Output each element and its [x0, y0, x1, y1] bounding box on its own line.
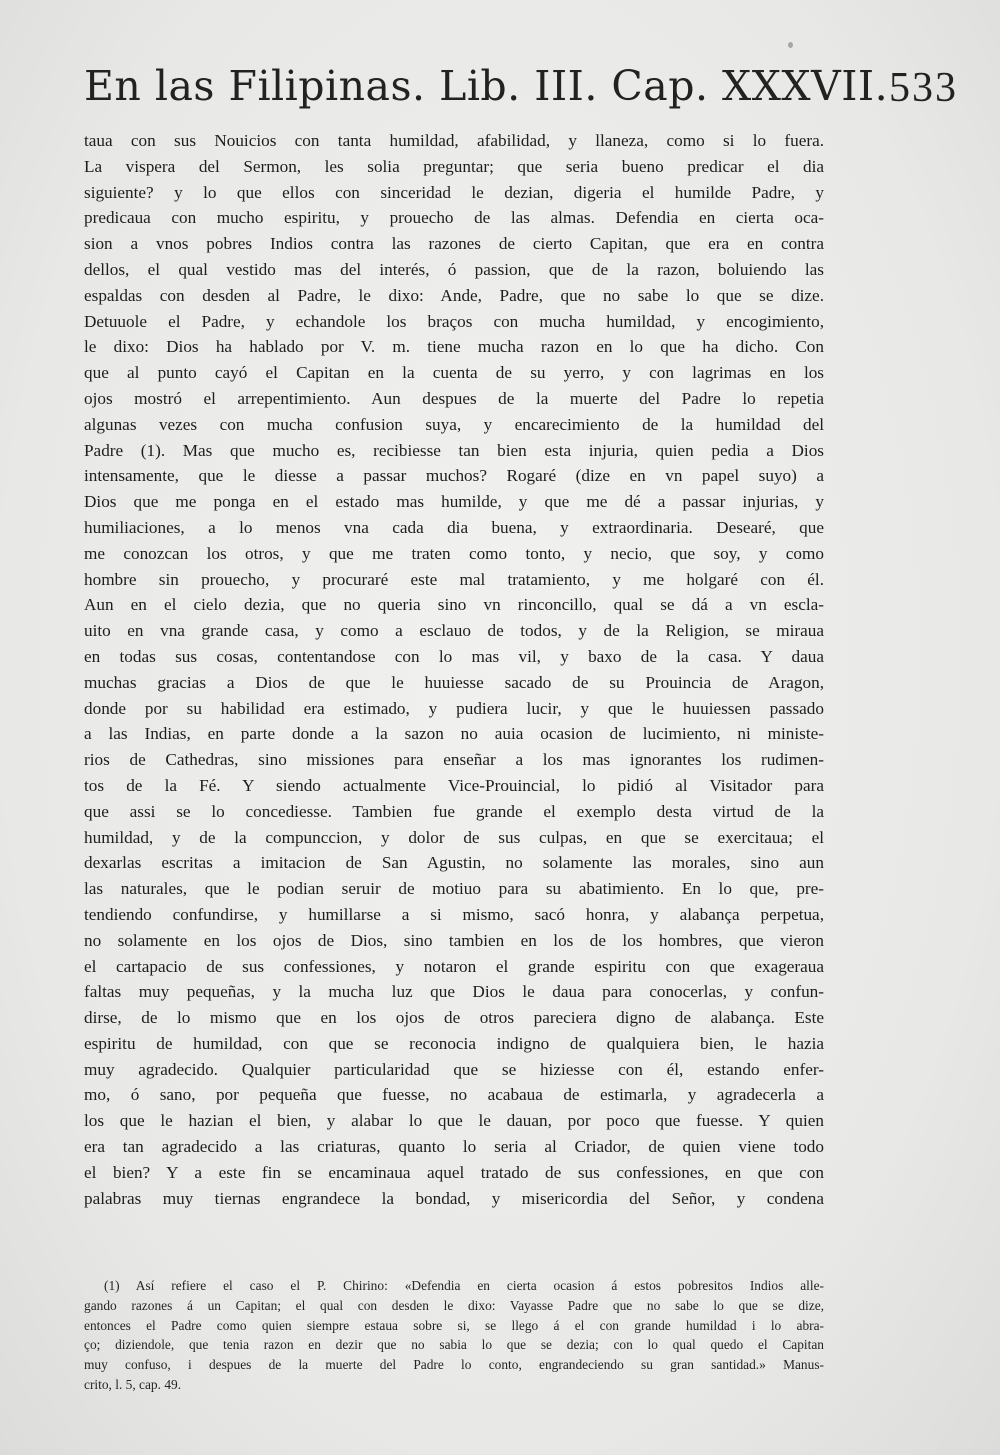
body-line: en todas sus cosas, contentandose con lo mas vil, y baxo de la casa. Y daua — [84, 646, 824, 666]
body-line: algunas vezes con mucha confusion suya, y encarecimiento de la humildad del — [84, 414, 824, 434]
body-line: espiritu de humildad, con que se reconocia indigno de qualquiera bien, le hazia — [84, 1033, 824, 1053]
body-line: dirse, de lo mismo que en los ojos de otros pareciera digno de alabança. Este — [84, 1008, 824, 1028]
body-line: Aun en el cielo dezia, que no queria sino vn rinconcillo, qual se dá a vn escla- — [84, 595, 824, 615]
body-line: Detuuole el Padre, y echandole los braços con mucha humildad, y encogimiento, — [84, 311, 824, 331]
body-line: me conozcan los otros, y que me traten como tonto, y necio, que soy, y como — [84, 543, 824, 563]
ink-speck — [788, 42, 793, 48]
body-line: tendiendo confundirse, y humillarse a si mismo, sacó honra, y alabança perpetua, — [84, 904, 824, 924]
body-line: predicaua con mucho espiritu, y prouecho de las almas. Defendia en cierta oca- — [84, 208, 824, 228]
body-line: ojos mostró el arrepentimiento. Aun despues de la muerte del Padre lo repetia — [84, 388, 824, 408]
body-line: taua con sus Nouicios con tanta humildad, afabilidad, y llaneza, como si lo fuera. — [84, 131, 824, 150]
body-line: faltas muy pequeñas, y la mucha luz que Dios le daua para conocerlas, y confun- — [84, 982, 824, 1002]
body-line: uito en vna grande casa, y como a esclauo de todos, y de la Religion, se miraua — [84, 621, 824, 641]
body-line: a las Indias, en parte donde a la sazon no auia ocasion de lucimiento, ni ministe- — [84, 724, 824, 744]
body-line: muy agradecido. Qualquier particularidad que se hiziesse con él, estando enfer- — [84, 1059, 824, 1079]
running-head: En las Filipinas. Lib. III. Cap. XXXVII. — [84, 62, 889, 110]
body-line: intensamente, que le diesse a passar muchos? Rogaré (dize en vn papel suyo) a — [84, 466, 824, 486]
footnotes — [84, 1276, 824, 1395]
body-line: humildad, y de la compunccion, y dolor de sus culpas, en que se exercitaua; el — [84, 827, 824, 847]
body-line: dexarlas escritas a imitacion de San Agustin, no solamente las morales, sino aun — [84, 853, 824, 873]
body-line: las naturales, que le podian seruir de motiuo para su abatimiento. En lo que, pre- — [84, 879, 824, 899]
body-text — [84, 128, 824, 1211]
body-line: mo, ó sano, por pequeña que fuesse, no acabaua de estimarla, y agradecerla a — [84, 1085, 824, 1105]
body-line: el bien? Y a este fin se encaminaua aquel tratado de sus confessiones, en que con — [84, 1162, 824, 1182]
footnote-line: entonces el Padre como quien siempre estaua sobre si, se llego á el con grande humildad i lo abra- — [84, 1317, 824, 1333]
body-line: dellos, el qual vestido mas del interés, ó passion, que de la razon, boluiendo las — [84, 259, 824, 279]
body-line: Padre (1). Mas que mucho es, recibiesse tan bien esta injuria, quien pedia a Dios — [84, 440, 824, 460]
page-number: 533 — [889, 65, 958, 111]
body-line: que assi se lo concediesse. Tambien fue grande el exemplo desta virtud de la — [84, 801, 824, 821]
body-line: rios de Cathedras, sino missiones para enseñar a los mas ignorantes los rudimen- — [84, 750, 824, 770]
body-line: era tan agradecido a las criaturas, quanto lo seria al Criador, de quien viene todo — [84, 1137, 824, 1157]
footnote-line: ço; diziendole, que tenia razon en dezir que no sabia lo que se dezia; con lo qual quedo el Capitan — [84, 1337, 824, 1353]
body-line: el cartapacio de sus confessiones, y notaron el grande espiritu con que exageraua — [84, 956, 824, 976]
body-line: siguiente? y lo que ellos con sinceridad le dezian, digeria el humilde Padre, y — [84, 182, 824, 202]
body-line: le dixo: Dios ha hablado por V. m. tiene mucha razon en lo que ha dicho. Con — [84, 337, 824, 357]
body-line: humiliaciones, a lo menos vna cada dia buena, y extraordinaria. Desearé, que — [84, 517, 824, 537]
body-line: palabras muy tiernas engrandece la bondad, y misericordia del Señor, y condena — [84, 1188, 824, 1208]
body-line: sion a vnos pobres Indios contra las razones de cierto Capitan, que era en contra — [84, 234, 824, 254]
footnote-line: crito, l. 5, cap. 49. — [84, 1376, 182, 1392]
body-line: tos de la Fé. Y siendo actualmente Vice-Prouincial, lo pidió al Visitador para — [84, 775, 824, 795]
body-line: hombre sin prouecho, y procuraré este mal tratamiento, y me holgaré con él. — [84, 569, 824, 589]
footnote-line: muy confuso, i despues de la muerte del Padre lo conto, engrandeciendo su gran santidad.» Manus- — [84, 1357, 824, 1373]
footnote-line: (1) Así refiere el caso el P. Chirino: «Defendia en cierta ocasion á estos pobresitos Indios alle- — [104, 1278, 824, 1293]
body-line: Dios que me ponga en el estado mas humilde, y que me dé a passar injurias, y — [84, 492, 824, 512]
body-line: no solamente en los ojos de Dios, sino tambien en los de los hombres, que vieron — [84, 930, 824, 950]
body-line: La vispera del Sermon, les solia preguntar; que seria bueno predicar el dia — [84, 156, 824, 176]
body-line: espaldas con desden al Padre, le dixo: Ande, Padre, que no sabe lo que se dize. — [84, 285, 824, 305]
page-header — [84, 62, 964, 122]
body-line: los que le hazian el bien, y alabar lo que le dauan, por poco que fuesse. Y quien — [84, 1111, 824, 1131]
footnote-line: gando razones á un Capitan; el qual con desden le dixo: Vayasse Padre que no sabe lo que se dize, — [84, 1297, 824, 1313]
body-line: muchas gracias a Dios de que le huuiesse sacado de su Prouincia de Aragon, — [84, 672, 824, 692]
body-line: que al punto cayó el Capitan en la cuenta de su yerro, y con lagrimas en los — [84, 363, 824, 383]
body-line: donde por su habilidad era estimado, y pudiera lucir, y que le huuiessen passado — [84, 698, 824, 718]
